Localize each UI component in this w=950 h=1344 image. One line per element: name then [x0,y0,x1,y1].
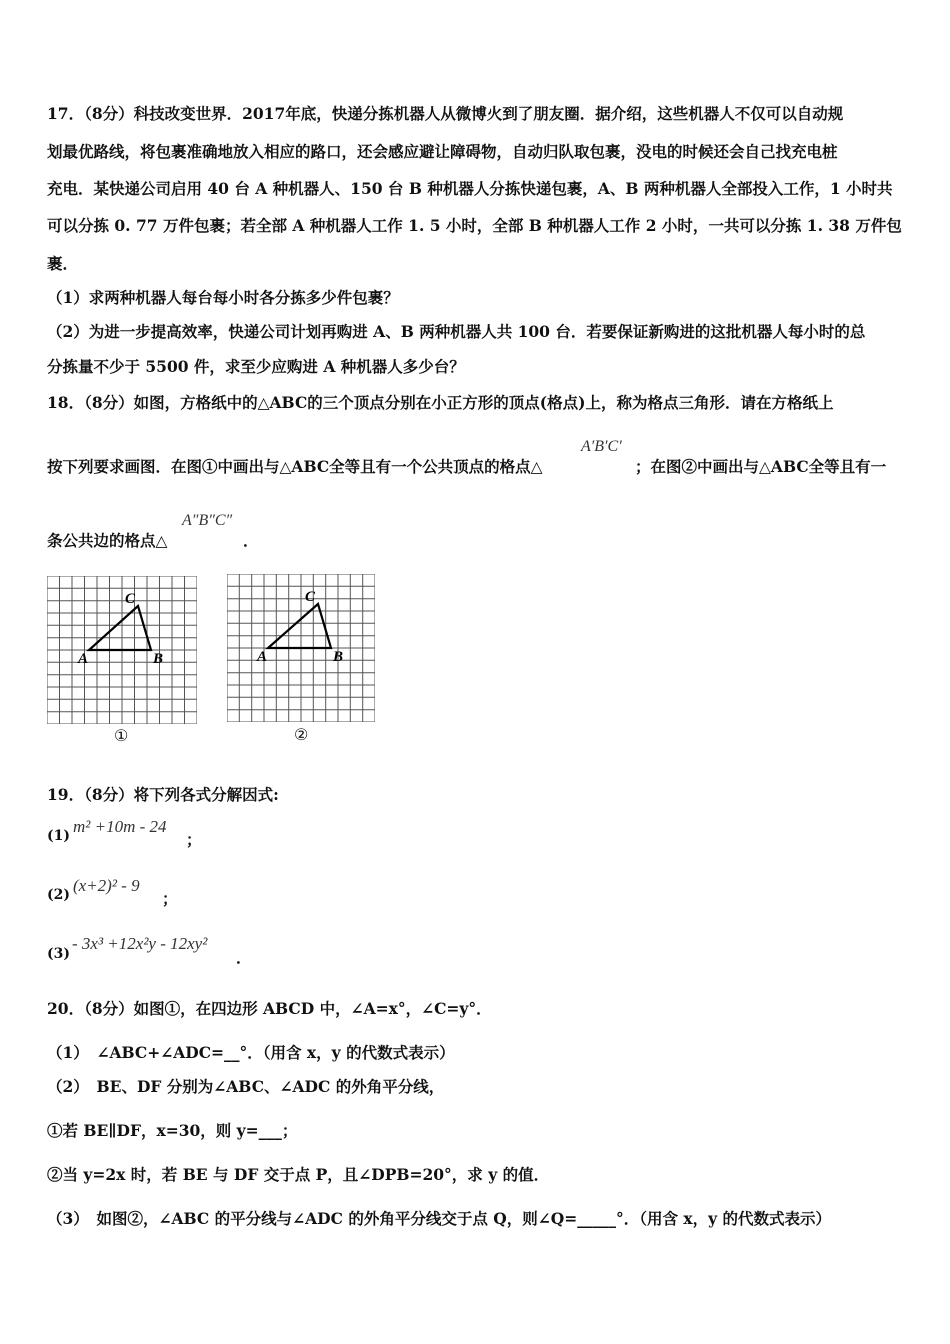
q19-item-2-index: (2) [47,887,70,903]
q17-line-2: 划最优路线，将包裹准确地放入相应的路口，还会感应避让障碍物，自动归队取包裹，没电的时候还会自己找充电桩 [47,142,838,161]
q18-line-2b: ；在图②中画出与△ABC全等且有一 [635,457,887,476]
q19-item-3-index: (3) [47,946,70,962]
q17-line-3: 充电．某快递公司启用 40 台 A 种机器人、150 台 B 种机器人分拣快递包裹，A、B 两种机器人全部投入工作，1 小时共 [47,179,893,198]
q19-expr-1: m² +10m - 24 [73,817,167,836]
q20-part-1: （1） ∠ABC+∠ADC=__°．（用含 x，y 的代数式表示） [47,1043,455,1062]
figure-1-caption: ① [114,726,129,745]
vertex-b-label: B [153,651,164,667]
q20-title: 20．（8分）如图①，在四边形 ABCD 中，∠A=x°，∠C=y°． [47,999,492,1018]
q17-line-5: 裹． [47,254,79,273]
q18-line-1: 18．（8分）如图，方格纸中的△ABC的三个顶点分别在小正方形的顶点(格点)上，称为格点三角形．请在方格纸上 [47,393,834,412]
q19-expr-3: - 3x³ +12x²y - 12xy² [72,934,208,953]
q20-part-3: （3） 如图②，∠ABC 的平分线与∠ADC 的外角平分线交于点 Q，则∠Q=_____°．（用含 x，y 的代数式表示） [47,1209,832,1228]
q19-item-1-index: (1) [47,828,70,844]
figure-2-caption: ② [294,725,309,744]
q17-part-1: （1）求两种机器人每台每小时各分拣多少件包裹？ [47,288,399,307]
vertex-a-label: A [78,651,89,667]
q19-title: 19．（8分）将下列各式分解因式: [47,785,279,804]
q17-part-2a: （2）为进一步提高效率，快递公司计划再购进 A、B 两种机器人共 100 台．若要保证新购进的这批机器人每小时的总 [47,322,866,341]
vertex-c-label: C [305,589,316,605]
q19-expr-2: (x+2)² - 9 [73,876,140,895]
q20-part-2: （2） BE、DF 分别为∠ABC、∠ADC 的外角平分线， [47,1077,445,1096]
q17-part-2b: 分拣量不少于 5500 件，求至少应购进 A 种机器人多少台？ [47,357,465,376]
vertex-a-label: A [257,649,268,665]
q18-line-3a: 条公共边的格点△ [47,531,168,550]
q18-line-3b: ． [243,531,259,550]
q19-end-1: ； [186,830,202,849]
q18-line-2a: 按下列要求画图．在图①中画出与△ABC全等且有一个公共顶点的格点△ [47,457,543,476]
q20-part-2b: ②当 y=2x 时，若 BE 与 DF 交于点 P，且∠DPB=20°，求 y 的值． [47,1165,550,1184]
q17-line-1: 17．（8分）科技改变世界．2017年底，快递分拣机器人从微博火到了朋友圈．据介绍，这些机器人不仅可以自动规 [47,104,844,123]
q17-line-4: 可以分拣 0. 77 万件包裹；若全部 A 种机器人工作 1. 5 小时，全部 B 种机器人工作 2 小时，一共可以分拣 1. 38 万件包 [47,216,902,235]
vertex-b-label: B [333,649,344,665]
vertex-c-label: C [125,591,136,607]
q19-end-3: ． [236,948,252,967]
q18-triangle-double-prime: A″B″C″ [182,512,233,529]
grid-figure-1 [47,576,197,724]
q19-end-2: ； [162,889,178,908]
q20-part-2a: ①若 BE∥DF，x=30，则 y=___； [47,1121,298,1140]
grid-figure-2 [227,574,375,722]
q18-triangle-prime: A′B′C′ [581,438,622,455]
